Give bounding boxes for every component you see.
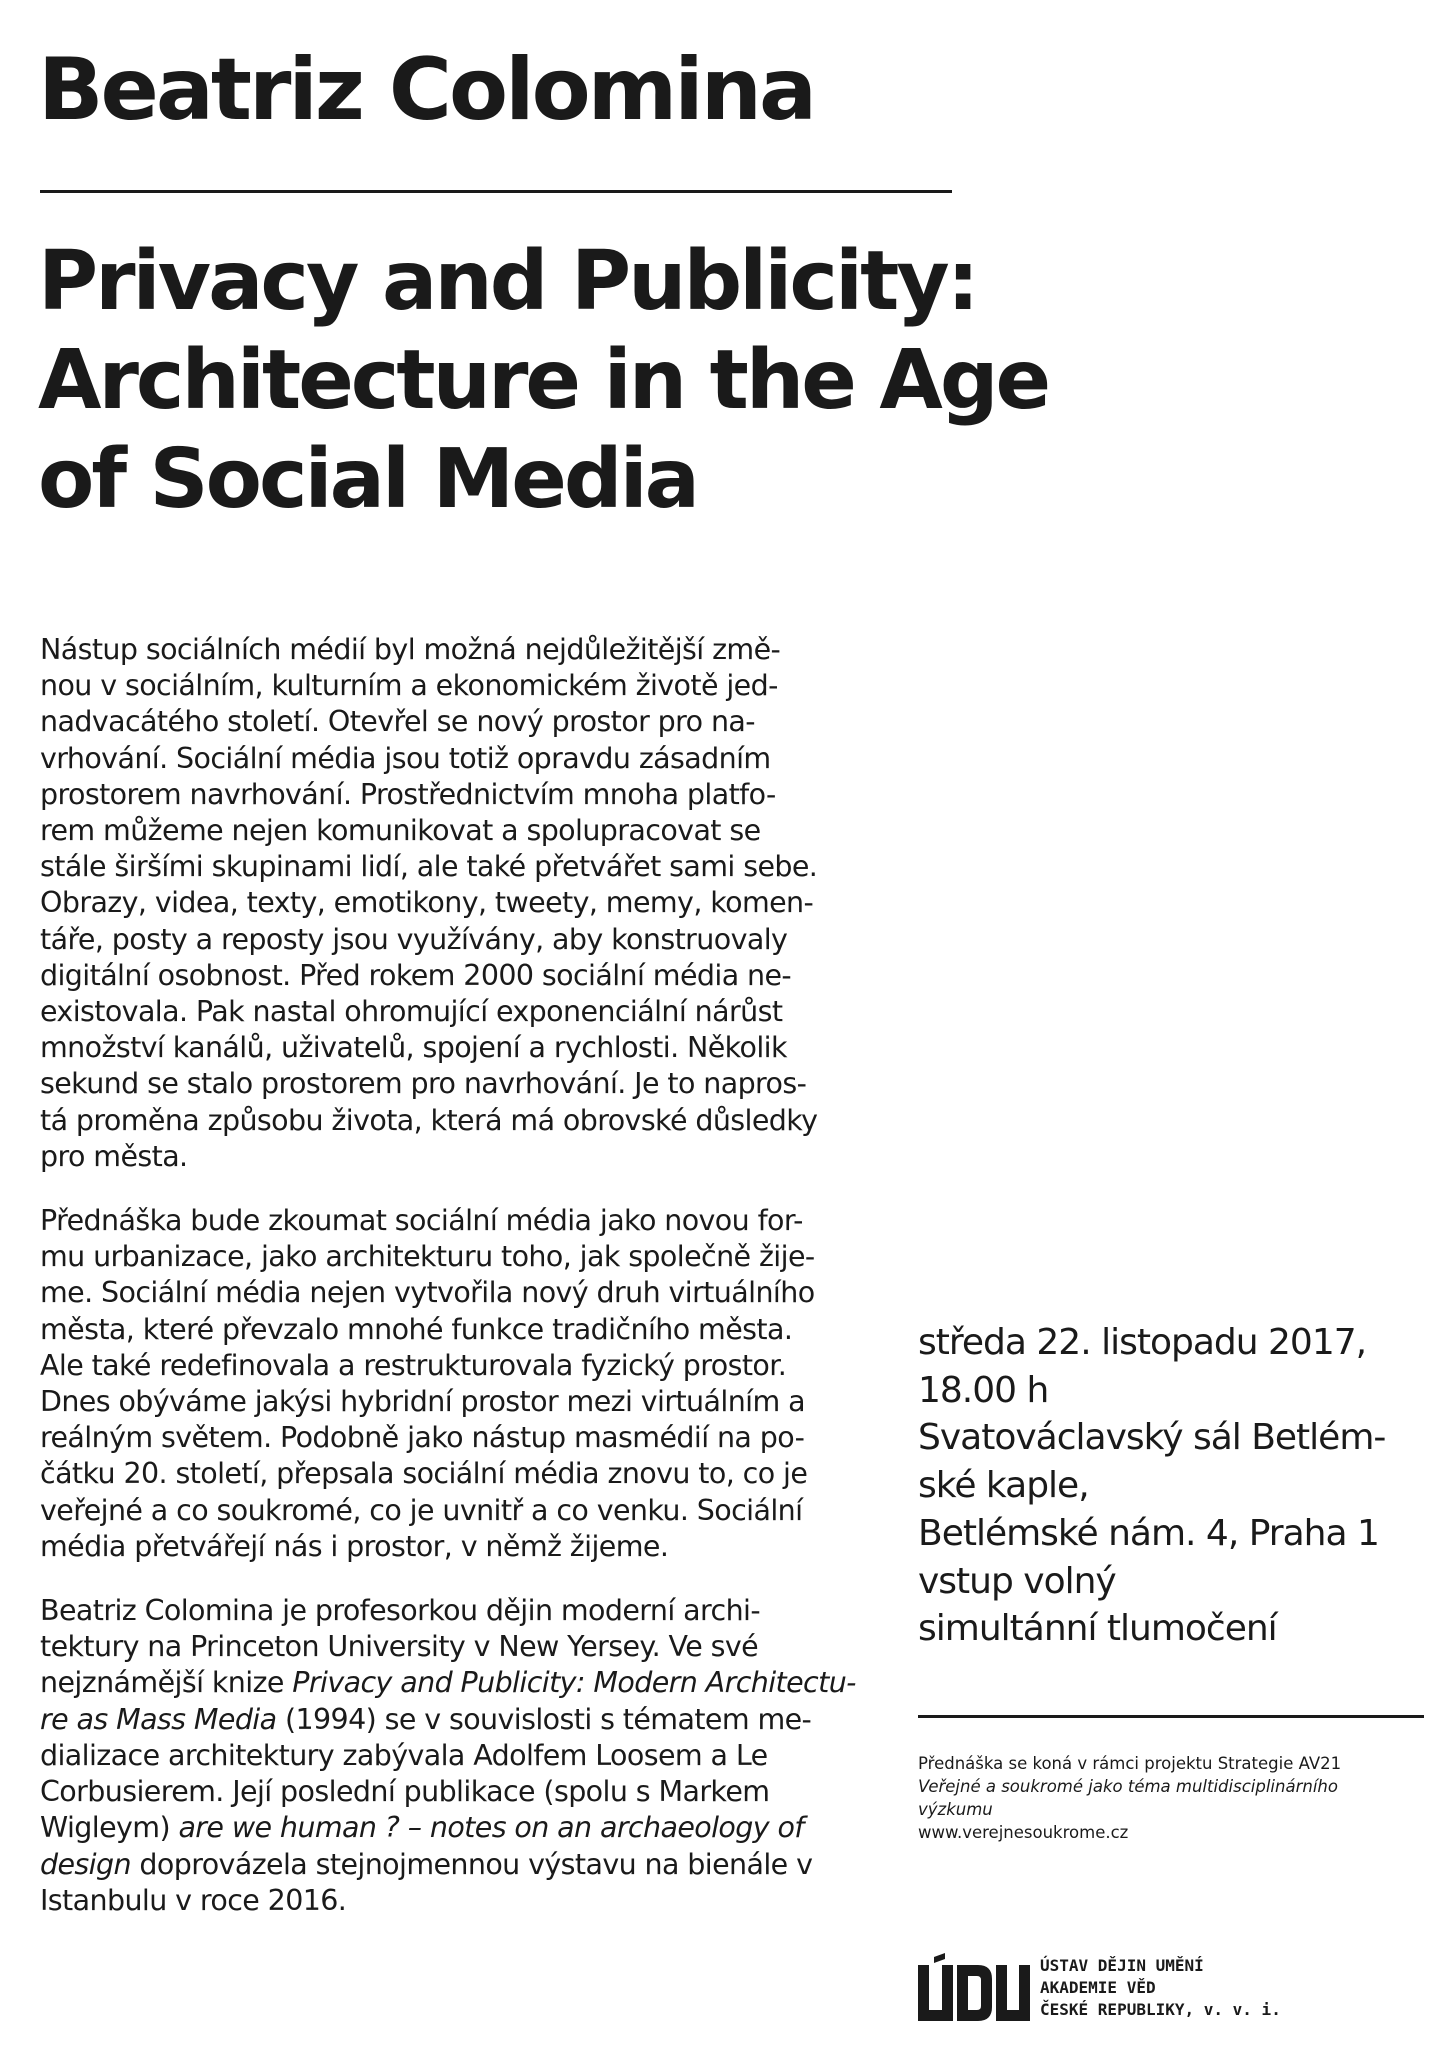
event-details <box>918 1319 1428 1653</box>
text-line: Istanbulu v roce 2016. <box>40 1883 347 1917</box>
event-interpretation: simultánní tlumočení <box>918 1608 1277 1650</box>
event-venue: Svatováclavský sál Betlém- <box>918 1417 1386 1459</box>
event-date: středa 22. listopadu 2017, <box>918 1322 1367 1363</box>
project-name: Veřejné a soukromé jako téma multidisciplinárního <box>918 1777 1338 1796</box>
text-line: veřejné a co soukromé, co je uvnitř a co venku. Sociální <box>40 1493 803 1527</box>
institute-name-line: AKADEMIE VĚD <box>1040 1978 1156 1997</box>
description-paragraph-1 <box>40 632 870 1175</box>
bottom-divider <box>918 1715 1424 1718</box>
text-line: města, které převzalo mnohé funkce tradičního města. <box>40 1312 793 1346</box>
publication-title-italic: are we human ? – notes on an archaeology of <box>178 1811 804 1845</box>
udu-logo-mark-icon <box>918 1953 1030 2023</box>
text-line: stále širšími skupinami lidí, ale také přetvářet sami sebe. <box>40 850 818 884</box>
speaker-bio-paragraph <box>40 1593 870 1919</box>
text-line: Ale také redefinovala a restrukturovala fyzický prostor. <box>40 1348 787 1382</box>
event-venue: ské kaple, <box>918 1465 1089 1507</box>
title-line: of Social Media <box>38 432 698 527</box>
institute-name-line: ČESKÉ REPUBLIKY, v. v. i. <box>1040 2000 1281 2019</box>
text-run: Wigleym) <box>40 1811 179 1845</box>
book-title-italic: re as Mass Media <box>40 1702 277 1736</box>
text-line: Obrazy, videa, texty, emotikony, tweety, memy, komen- <box>40 886 814 920</box>
text-line: digitální osobnost. Před rokem 2000 sociální média ne- <box>40 958 792 992</box>
text-run: nejznámější knize <box>40 1666 293 1700</box>
text-line: táře, posty a reposty jsou využívány, aby konstruovaly <box>40 922 788 956</box>
text-line: tektury na Princeton University v New Yersey. Ve své <box>40 1630 759 1664</box>
title-line: Architecture in the Age <box>38 333 1049 428</box>
institute-name <box>1040 1955 1281 2021</box>
text-line: média přetvářejí nás i prostor, v němž žijeme. <box>40 1529 669 1563</box>
text-line <box>40 1810 870 1846</box>
text-line: Beatriz Colomina je profesorkou dějin moderní archi- <box>40 1594 761 1628</box>
institute-name-line: ÚSTAV DĚJIN UMĚNÍ <box>1040 1956 1204 1975</box>
text-line <box>40 1665 870 1701</box>
event-address: Betlémské nám. 4, Praha 1 <box>918 1512 1379 1554</box>
event-entry: vstup volný <box>918 1560 1116 1602</box>
text-line <box>40 1847 870 1883</box>
lecture-title <box>38 232 1298 529</box>
text-line <box>40 1702 870 1738</box>
project-line: Přednáška se koná v rámci projektu Strategie AV21 <box>918 1754 1342 1773</box>
text-line: rem můžeme nejen komunikovat a spolupracovat se <box>40 814 761 848</box>
text-line: nadvacátého století. Otevřel se nový prostor pro na- <box>40 705 755 739</box>
text-line: me. Sociální média nejen vytvořila nový druh virtuálního <box>40 1276 815 1310</box>
text-line: existovala. Pak nastal ohromující exponenciální nárůst <box>40 995 783 1029</box>
project-info <box>918 1752 1428 1844</box>
text-line: sekund se stalo prostorem pro navrhování. Je to napros- <box>40 1067 807 1101</box>
text-line: tá proměna způsobu života, která má obrovské důsledky <box>40 1103 818 1137</box>
text-line: Nástup sociálních médií byl možná nejdůležitější změ- <box>40 633 781 666</box>
text-line: vrhování. Sociální média jsou totiž opravdu zásadním <box>40 741 771 775</box>
text-line: prostorem navrhování. Prostřednictvím mnoha platfo- <box>40 777 776 811</box>
top-divider <box>40 190 952 193</box>
book-title-italic: Privacy and Publicity: Modern Architectu- <box>292 1666 856 1700</box>
description-paragraph-2 <box>40 1203 870 1565</box>
text-line: pro města. <box>40 1139 188 1173</box>
text-run: (1994) se v souvislosti s tématem me- <box>276 1702 812 1736</box>
title-line: Privacy and Publicity: <box>38 234 977 329</box>
event-time: 18.00 h <box>918 1369 1049 1411</box>
text-line: mu urbanizace, jako architekturu toho, jak společně žije- <box>40 1240 815 1274</box>
text-line: dializace architektury zabývala Adolfem Loosem a Le <box>40 1738 768 1772</box>
text-line: čátku 20. století, přepsala sociální média znovu to, co je <box>40 1457 808 1491</box>
speaker-name: Beatriz Colomina <box>38 40 815 140</box>
text-line: Dnes obýváme jakýsi hybridní prostor mezi virtuálním a <box>40 1385 805 1419</box>
project-url[interactable]: www.verejnesoukrome.cz <box>918 1823 1129 1842</box>
lecture-description <box>40 632 870 1919</box>
text-run: doprovázela stejnojmennou výstavu na bienále v <box>130 1847 813 1881</box>
text-line: množství kanálů, uživatelů, spojení a rychlosti. Několik <box>40 1031 787 1065</box>
text-line: nou v sociálním, kulturním a ekonomickém životě jed- <box>40 669 778 703</box>
text-line: reálným světem. Podobně jako nástup masmédií na po- <box>40 1421 805 1455</box>
project-name: výzkumu <box>918 1800 993 1819</box>
text-line: Přednáška bude zkoumat sociální média jako novou for- <box>40 1204 803 1238</box>
institute-logo <box>918 1953 1281 2023</box>
text-line: Corbusierem. Její poslední publikace (spolu s Markem <box>40 1775 770 1809</box>
publication-title-italic: design <box>40 1847 131 1881</box>
